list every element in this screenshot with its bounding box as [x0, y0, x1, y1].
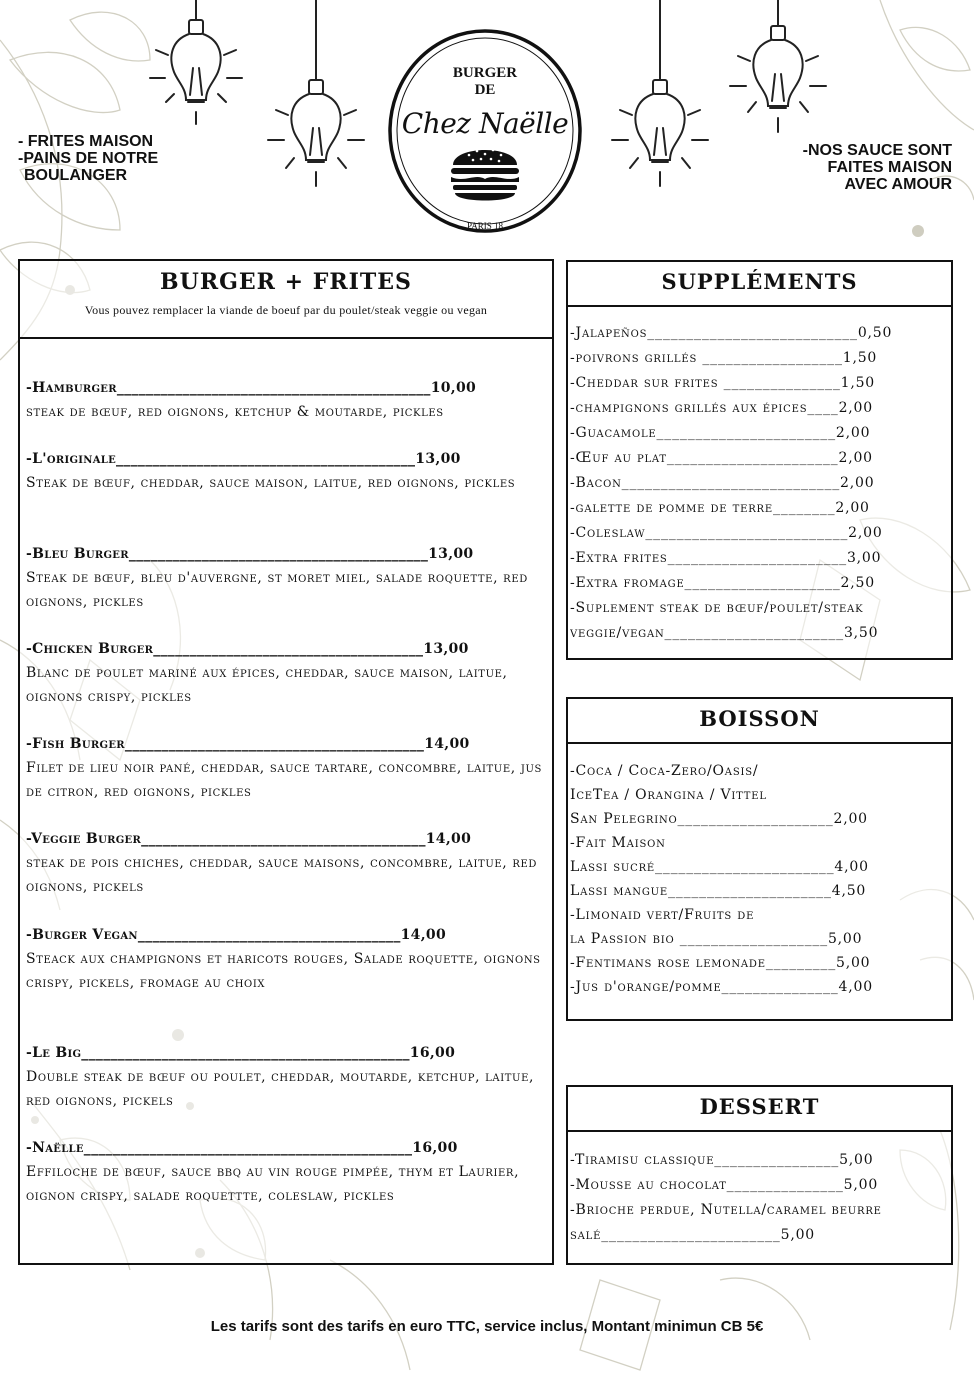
- menu-item-description: Steack aux champignons et haricots rouges, Salade roquette, oignons crispy, pickels, fromage au choix: [26, 951, 541, 991]
- drinks-title: BOISSON: [699, 706, 820, 731]
- menu-item-description: steak de pois chiches, cheddar, sauce maisons, concombre, laitue, red oignons, pickels: [26, 855, 537, 895]
- dessert-title: DESSERT: [699, 1094, 820, 1119]
- list-item: -Coca / Coca-Zero/Oasis/: [570, 763, 759, 779]
- burger-section-title: BURGER + FRITES: [160, 269, 412, 295]
- house-specialties-note: [18, 133, 158, 184]
- dessert-list: [570, 1148, 952, 1248]
- dessert-section: [566, 1085, 953, 1265]
- list-item: San Pelegrino____________________2,00: [570, 811, 868, 827]
- menu-item-line: -Chicken Burger_____________________________________13,00: [26, 641, 469, 657]
- list-item: -Coleslaw__________________________2,00: [570, 525, 883, 541]
- list-item: -poivrons grillés __________________1,50: [570, 350, 878, 366]
- light-bulb-icon: [150, 0, 242, 124]
- list-item: -Extra fromage____________________2,50: [570, 575, 875, 591]
- logo-city: PARIS 18: [467, 221, 503, 231]
- supplements-section: [566, 260, 953, 660]
- list-item: -Œuf au plat______________________2,00: [570, 450, 873, 466]
- drinks-section: [566, 697, 953, 1021]
- menu-item-burger-vegan: [26, 923, 548, 995]
- note-line: FAITES MAISON: [827, 159, 952, 176]
- menu-item-line: -Burger Vegan____________________________________14,00: [26, 927, 446, 943]
- list-item: -Fentimans rose lemonade_________5,00: [570, 955, 871, 971]
- menu-item-description: Blanc de poulet mariné aux épices, cheddar, sauce maison, laitue, oignons crispy, pickles: [26, 665, 508, 705]
- burger-section-subtitle: Vous pouvez remplacer la viande de boeuf par du poulet/steak veggie ou vegan: [84, 303, 488, 317]
- list-item: IceTea / Orangina / Vittel: [570, 787, 767, 803]
- list-item: -Mousse au chocolat_______________5,00: [570, 1177, 879, 1193]
- menu-item-description: Double steak de bœuf ou poulet, cheddar, moutarde, ketchup, laitue, red oignons, pickels: [26, 1069, 535, 1109]
- homemade-sauce-note: [803, 142, 952, 193]
- list-item: -Guacamole_______________________2,00: [570, 425, 871, 441]
- menu-item-description: Steak de bœuf, bleu d'auvergne, st moret miel, salade roquette, red oignons, pickles: [26, 570, 528, 610]
- list-item: -Brioche perdue, Nutella/caramel beurre salé_______________________5,00: [570, 1202, 882, 1243]
- dessert-header: [568, 1087, 951, 1132]
- light-bulb-icon: [612, 0, 708, 186]
- menu-item-description: Effiloche de bœuf, sauce bbq au vin rouge pimpée, thym et Laurier, oignon crispy, salade roquettte, coleslaw, pickles: [26, 1164, 520, 1204]
- list-item: -Bacon____________________________2,00: [570, 475, 875, 491]
- supplements-list: [570, 321, 952, 646]
- menu-item-bleu-burger: [26, 542, 548, 614]
- logo-de-text: DE: [474, 82, 496, 98]
- logo-restaurant-name: Chez Naëlle: [401, 107, 569, 140]
- note-line: -PAINS DE NOTRE: [18, 150, 159, 167]
- light-bulb-icon: [730, 0, 826, 132]
- list-item: -Cheddar sur frites _______________1,50: [570, 375, 876, 391]
- menu-item-line: -Le Big_____________________________________________16,00: [26, 1045, 456, 1061]
- menu-item-le-big: [26, 1041, 548, 1113]
- list-item: -Jus d'orange/pomme_______________4,00: [570, 979, 873, 995]
- list-item: -Jalapeños___________________________0,50: [570, 325, 893, 341]
- supplements-title: SUPPLÉMENTS: [661, 269, 858, 294]
- menu-item-loriginale: [26, 447, 548, 495]
- menu-item-chicken-burger: [26, 637, 548, 709]
- drinks-header: [568, 699, 951, 744]
- list-item: -Extra frites_______________________3,00: [570, 550, 882, 566]
- note-line: - FRITES MAISON: [18, 133, 154, 150]
- list-item: Lassi sucré_______________________4,00: [570, 859, 869, 875]
- note-line: AVEC AMOUR: [844, 176, 952, 193]
- menu-item-line: -Fish Burger_________________________________________14,00: [26, 736, 470, 752]
- light-bulb-icon: [268, 0, 364, 186]
- list-item: la Passion bio ___________________5,00: [570, 931, 863, 947]
- restaurant-logo: [385, 27, 585, 237]
- note-line: BOULANGER: [24, 167, 128, 184]
- burger-menu-section: [18, 259, 554, 1265]
- menu-item-line: -L'originale_________________________________________13,00: [26, 451, 461, 467]
- menu-item-line: -Veggie Burger_______________________________________14,00: [26, 831, 472, 847]
- list-item: -Limonaid vert/Fruits de: [570, 907, 755, 923]
- list-item: -galette de pomme de terre________2,00: [570, 500, 870, 516]
- menu-item-description: Filet de lieu noir pané, cheddar, sauce tartare, concombre, laitue, jus de citron, red oignons, pickles: [26, 760, 542, 800]
- menu-item-fish-burger: [26, 732, 548, 804]
- menu-item-line: -Bleu Burger_________________________________________13,00: [26, 546, 474, 562]
- menu-item-line: -Naëlle_____________________________________________16,00: [26, 1140, 458, 1156]
- logo-burger-text: BURGER: [452, 65, 518, 81]
- pricing-footer-note: Les tarifs sont des tarifs en euro TTC, service inclus, Montant minimun CB 5€: [210, 1318, 764, 1335]
- list-item: -champignons grillés aux épices____2,00: [570, 400, 873, 416]
- menu-item-description: Steak de bœuf, cheddar, sauce maison, laitue, red oignons, pickles: [26, 475, 516, 491]
- menu-item-veggie-burger: [26, 827, 548, 899]
- supplements-header: [568, 262, 951, 307]
- menu-item-description: steak de bœuf, red oignons, ketchup & moutarde, pickles: [26, 404, 444, 420]
- burger-section-header: [20, 261, 552, 339]
- list-item: -Fait Maison: [570, 835, 666, 851]
- menu-item-hamburger: [26, 376, 548, 424]
- menu-item-line: -Hamburger___________________________________________10,00: [26, 380, 477, 396]
- note-line: -NOS SAUCE SONT: [802, 142, 952, 159]
- list-item: -Tiramisu classique________________5,00: [570, 1152, 874, 1168]
- list-item: -Suplement steak de bœuf/poulet/steak veggie/vegan_______________________3,50: [570, 600, 879, 641]
- list-item: Lassi mangue_____________________4,50: [570, 883, 867, 899]
- menu-item-naelle: [26, 1136, 548, 1208]
- drinks-list: [570, 759, 952, 999]
